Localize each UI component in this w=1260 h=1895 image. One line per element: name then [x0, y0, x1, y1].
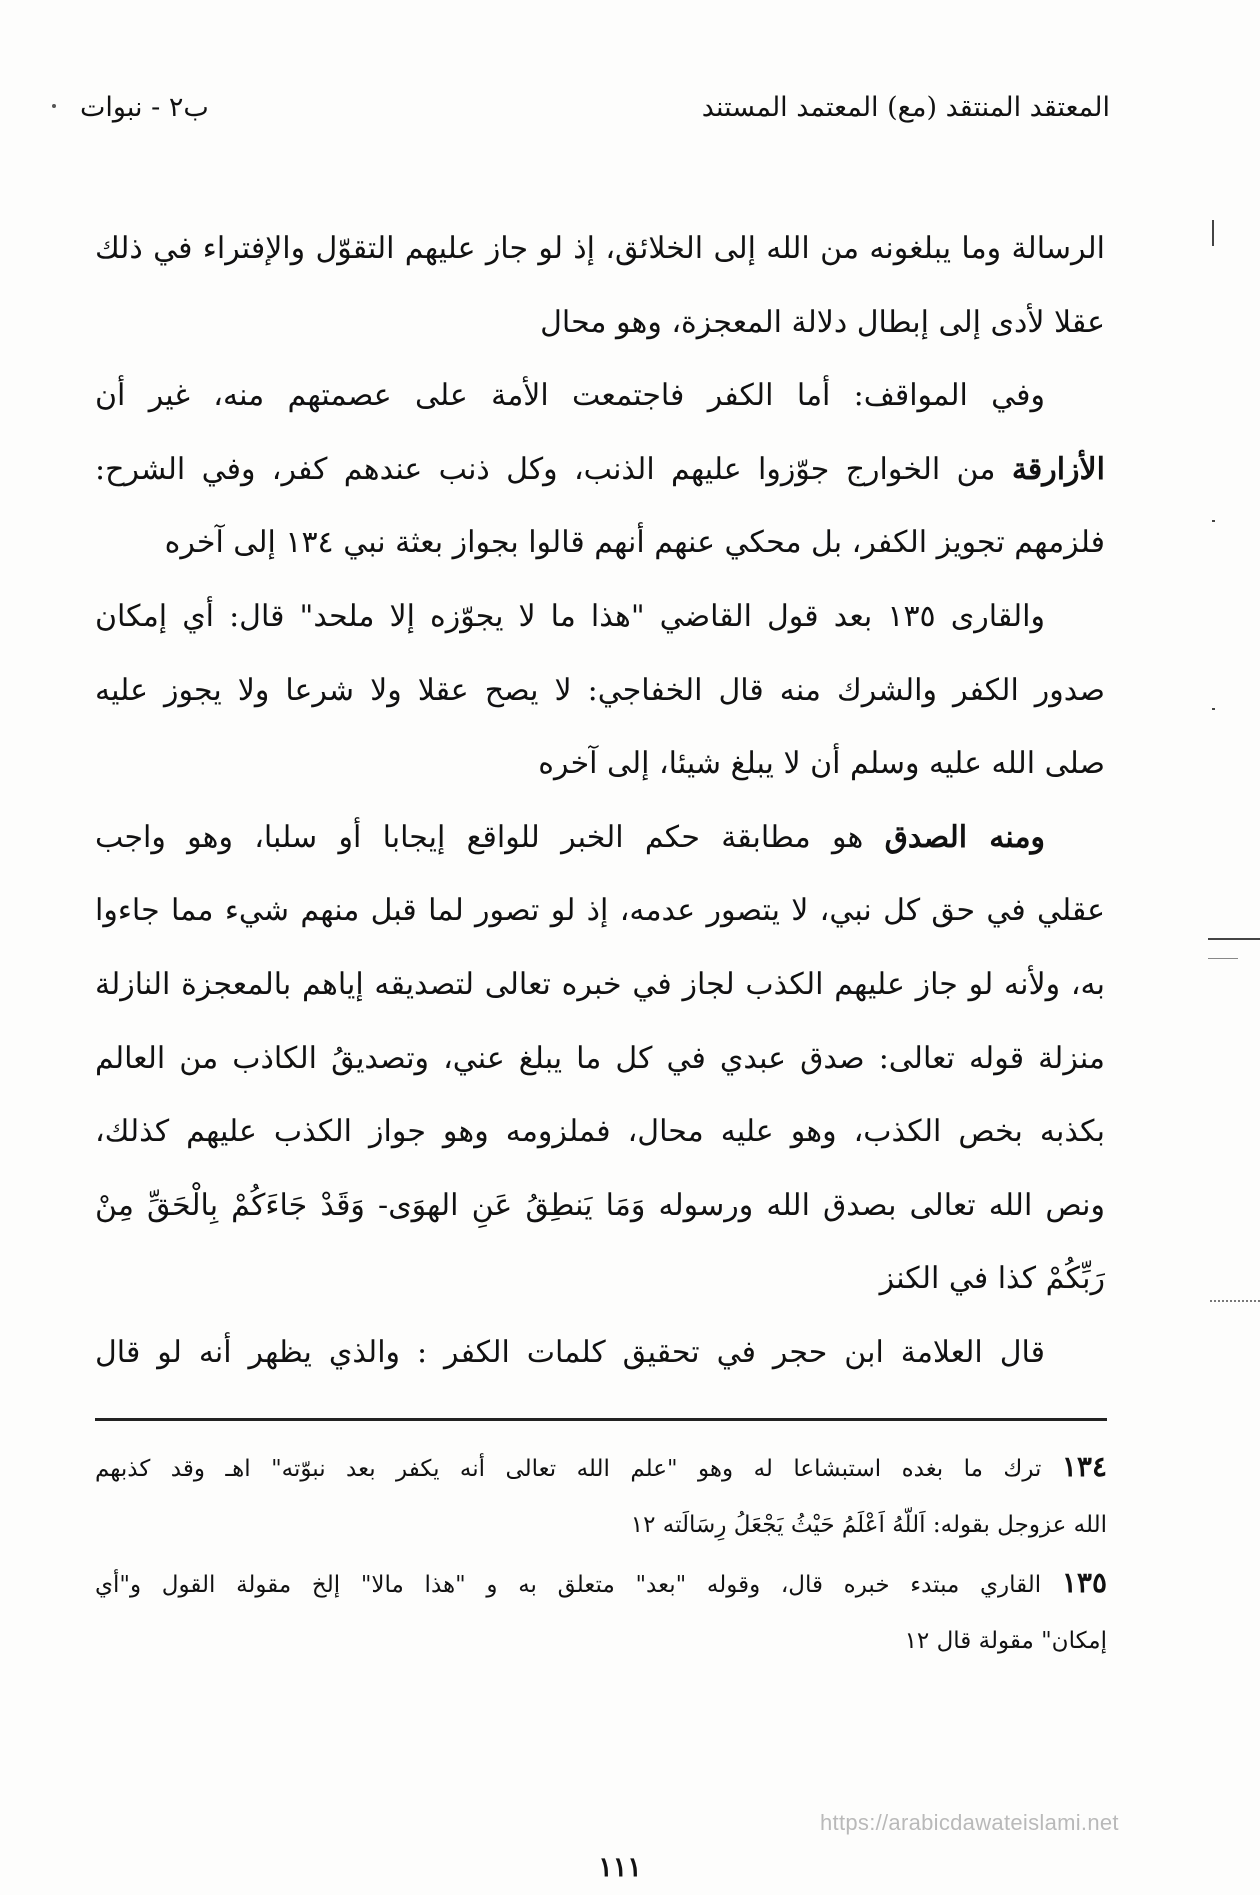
- body-line-text: هو مطابقة حكم الخبر للواقع إيجابا أو سلبا، وهو واجب: [95, 819, 864, 855]
- body-line: قال العلامة ابن حجر في تحقيق كلمات الكفر : والذي يظهر أنه لو قال: [95, 1334, 1045, 1370]
- margin-scan-mark: [1210, 1300, 1260, 1302]
- body-line: الرسالة وما يبلغونه من الله إلى الخلائق، إذ لو جاز عليهم التقوّل والإفتراء في ذلك: [95, 231, 1105, 266]
- body-line: عقلا لأدى إلى إبطال دلالة المعجزة، وهو محال: [540, 304, 1105, 340]
- page-number: ١١١: [598, 1852, 642, 1883]
- margin-scan-mark: [1212, 520, 1215, 522]
- footnote-line: الله عزوجل بقوله: اَللّهُ اَعْلَمُ حَيْثُ يَجْعَلُ رِسَالَته ١٢: [630, 1512, 1107, 1538]
- footnotes: [95, 1438, 1107, 1670]
- margin-scan-mark: [1208, 958, 1238, 959]
- footnote-number: ١٣٥: [1061, 1566, 1107, 1599]
- margin-scan-mark: [1212, 220, 1214, 246]
- body-line: صلى الله عليه وسلم أن لا يبلغ شيئا، إلى آخره: [538, 746, 1105, 782]
- header-book-title: المعتقد المنتقد (مع) المعتمد المستند: [701, 91, 1110, 123]
- header-chapter-label: ب٢ - نبوات: [80, 91, 209, 123]
- margin-scan-mark: [1208, 938, 1260, 940]
- body-line: وفي المواقف: أما الكفر فاجتمعت الأمة على عصمتهم منه، غير أن: [95, 378, 1045, 414]
- bold-term-sidq: ومنه الصدق: [884, 819, 1045, 855]
- footnote-separator: [95, 1418, 1107, 1421]
- footnote-line: [95, 1554, 1107, 1612]
- footnote-number: ١٣٤: [1061, 1450, 1107, 1483]
- margin-scan-mark: [1212, 708, 1215, 710]
- footnote-text: ترك ما بغده استبشاعا له وهو "علم الله تعالى أنه يكفر بعد نبوّته" اهـ وقد كذبهم: [95, 1456, 1042, 1482]
- main-body-text: [95, 212, 1105, 1390]
- running-header: [80, 82, 1110, 132]
- body-line: ونص الله تعالى بصدق الله ورسوله وَمَا يَنطِقُ عَنِ الهوَى- وَقَدْ جَاءَكُمْ بِالْحَقِّ مِنْ: [95, 1187, 1105, 1223]
- body-line-text: من الخوارج جوّزوا عليهم الذنب، وكل ذنب عندهم كفر، وفي الشرح:: [95, 451, 996, 487]
- scan-dot: [52, 104, 56, 108]
- body-line: منزلة قوله تعالى: صدق عبدي في كل ما يبلغ عني، وتصديقُ الكاذب من العالم: [95, 1040, 1105, 1076]
- footnote-text: القاري مبتدء خبره قال، وقوله "بعد" متعلق به و "هذا مالا" إلخ مقولة القول و"أي: [95, 1572, 1042, 1598]
- body-line: بكذبه بخص الكذب، وهو عليه محال، فملزومه وهو جواز الكذب عليهم كذلك،: [95, 1114, 1105, 1150]
- body-line: [95, 433, 1105, 507]
- body-line: فلزمهم تجويز الكفر، بل محكي عنهم أنهم قالوا بجواز بعثة نبي ١٣٤ إلى آخره: [164, 525, 1105, 561]
- body-line: [95, 801, 1105, 875]
- body-line: عقلي في حق كل نبي، لا يتصور عدمه، إذ لو تصور لما قبل منهم شيء مما جاءوا: [95, 893, 1105, 929]
- footnote-line: [95, 1438, 1107, 1496]
- website-watermark: https://arabicdawateislami.net: [820, 1810, 1119, 1835]
- footnote-line: إمكان" مقولة قال ١٢: [904, 1628, 1107, 1654]
- body-line: صدور الكفر والشرك منه قال الخفاجي: لا يصح عقلا ولا شرعا ولا يجوز عليه: [95, 672, 1105, 708]
- body-line: رَبِّكُمْ كذا في الكنز: [879, 1261, 1105, 1297]
- body-line: والقارى ١٣٥ بعد قول القاضي "هذا ما لا يجوّزه إلا ملحد" قال: أي إمكان: [95, 598, 1045, 634]
- bold-term-azariqa: الأزارقة: [1011, 451, 1105, 487]
- body-line: به، ولأنه لو جاز عليهم الكذب لجاز في خبره تعالى لتصديقه إياهم بالمعجزة النازلة: [95, 966, 1105, 1002]
